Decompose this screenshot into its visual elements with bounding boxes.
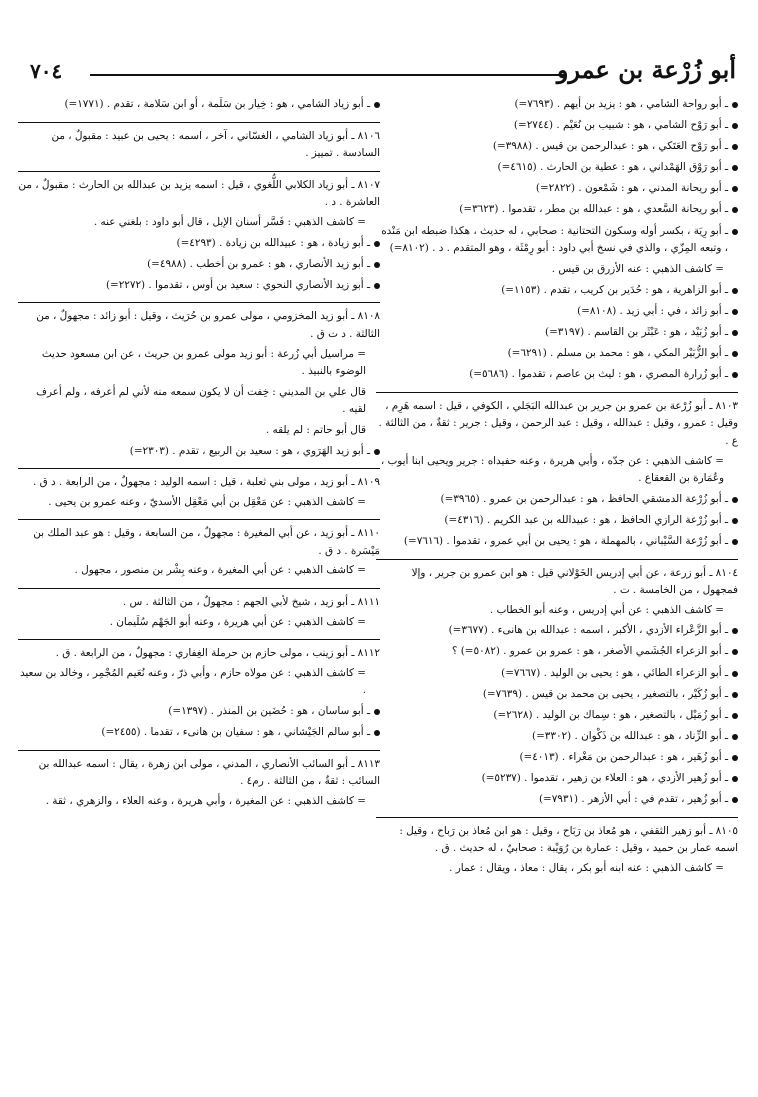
cross-reference-item: ـ أبو زيد الأنصاري النحوي : سعيد بن أوس ، تقدموا . (٢٢٧٢=) (18, 277, 380, 295)
biography-entry: ٨١١١ ـ أبو زيد ، شيخ لأبي الجهم : مجهولٌ ، من الثالثة . س . (18, 588, 380, 612)
cross-reference-item: ـ أبو الزعراء الجُشَمي الأصغر ، هو : عمرو بن عمرو . (٥٠٨٢=) ؟ (376, 643, 738, 661)
cross-reference-item: ـ أبو الزاهرية ، هو : حُدَير بن كريب ، تقدم . (١١٥٣=) (376, 282, 738, 300)
cross-reference-item: ـ أبو رَوْح الشامي ، هو : شبيب بن نُعَيْم . (٢٧٤٤=) (376, 117, 738, 135)
cross-reference-item: ـ أبو رِيَة ، بكسر أوله وسكون التحتانية : صحابي ، له حديث ، هكذا ضبطه ابن مَنْده ، وتبعه المِزّي ، والذي في نسخ أبي داود : أبو رِمْثَة ، وهو المتقدم . د . (٨١٠٢=) (376, 223, 738, 258)
commentary-note: = كاشف الذهبي : عن أبي إدريس ، وعنه أبو الخطاب . (489, 603, 724, 616)
cross-reference-item: ـ أبو ريحانة السَّعدي ، هو : عبدالله بن مطر ، تقدموا . (٣٦٢٣=) (376, 201, 738, 219)
cross-reference-item: ـ أبو رَوْح العَتَكي ، هو : عبدالرحمن بن قيس . (٣٩٨٨=) (376, 138, 738, 156)
commentary-note: قال علي بن المديني : خِفت أن لا يكون سمعه منه لأني لم أعرفه ، ولم أعرف لقيه . (36, 385, 366, 416)
right-column (376, 96, 738, 880)
commentary-note: = كاشف الذهبي : فَسَّر أسنان الإبل ، قال أبو داود : بلغني عنه . (93, 215, 366, 228)
cross-reference-item: ـ أبو زُبَيْد ، هو : عَبْثَر بن القاسم . (٣١٩٧=) (376, 324, 738, 342)
biography-entry: ٨١١٢ ـ أبو زينب ، مولى حازم بن حرملة الغِفاري : مجهولٌ ، من الرابعة . ق . (18, 639, 380, 663)
cross-reference-item: ـ أبو زُهير الأزدي ، هو : العلاء بن زهير ، تقدموا . (٥٢٣٧=) (376, 770, 738, 788)
cross-reference-item: ـ أبو زُهير ، تقدم في : أبي الأزهر . (٧٩٣١=) (376, 791, 738, 809)
cross-reference-item: ـ أبو رَوْق الهَمْداني ، هو : عطية بن الحارث . (٤٦١٥=) (376, 159, 738, 177)
cross-reference-item: ـ أبو زُرْعة الدمشقي الحافظ ، هو : عبدالرحمن بن عمرو . (٣٩٦٥=) (376, 491, 738, 509)
commentary-note: = مراسيل أبي زُرعة : أبو زيد مولى عمرو بن حريث ، عن ابن مسعود حديث الوضوء بالنبيذ . (41, 347, 366, 378)
page-header (30, 52, 736, 92)
cross-reference-item: ـ أبو رواحة الشامي ، هو : يزيد بن أيهم . (٧٦٩٣=) (376, 96, 738, 114)
page-number: ٧٠٤ (30, 59, 63, 83)
cross-reference-item: ـ أبو زُمَيْل ، بالتصغير ، هو : سِماك بن الوليد . (٢٦٢٨=) (376, 707, 738, 725)
cross-reference-item: ـ أبو الزِّناد ، هو : عبدالله بن ذَكْوان . (٣٣٠٢=) (376, 728, 738, 746)
commentary-note: = كاشف الذهبي : عن أبي هريرة ، وعنه أبو الجَهْم سُلَيمان . (109, 615, 366, 628)
biography-entry: ٨١٠٧ ـ أبو زياد الكلابي اللُّغوي ، قيل : اسمه يزيد بن عبدالله بن الحارث : مقبولٌ ، من العاشرة . د . (18, 171, 380, 212)
biography-entry: ٨١٠٨ ـ أبو زيد المخزومي ، مولى عمرو بن حُرَيث ، وقيل : أبو زائد : مجهولٌ ، من الثالثة . د ت ق . (18, 302, 380, 343)
left-column (18, 96, 380, 814)
biography-entry: ٨١٠٥ ـ أبو زهير الثقفي ، هو مُعاذ بن رَبَاح ، وقيل : هو ابن مُعاذ بن رَباح ، وقيل : اسمه عمار بن حميد ، وقيل : عمارة بن رُوَيْبة : صحابيٌ ، له حديث . ق . (376, 817, 738, 858)
commentary-note: = كاشف الذهبي : عن جدّه ، وأبي هريرة ، وعنه حفيداه : جرير ويحيى ابنا أيوب ، وعُمَارة بن القعقاع . (380, 454, 724, 485)
header-rule (90, 74, 564, 76)
biography-entry: ٨١٠٩ ـ أبو زيد ، مولى بني ثعلبة ، قيل : اسمه الوليد : مجهولٌ ، من الرابعة . د ق . (18, 468, 380, 492)
biography-entry: ٨١١٠ ـ أبو زيد ، عن أبي المغيرة : مجهولٌ ، من السابعة ، وقيل : هو عبد الملك بن مَيْسَرة . د ق . (18, 519, 380, 560)
commentary-note: = كاشف الذهبي : عن مَعْقِل بن أبي مَعْقِل الأسديّ ، وعنه عمرو بن يحيى . (48, 495, 366, 508)
commentary-note: قال أبو حاتم : لم يلقه . (265, 423, 366, 436)
cross-reference-item: ـ أبو زياد الشامي ، هو : خِيار بن سَلَمة ، أو ابن سَلامة ، تقدم . (١٧٧١=) (18, 96, 380, 114)
cross-reference-item: ـ أبو الزعراء الطائي ، هو : يحيى بن الوليد . (٧٦٦٧=) (376, 665, 738, 683)
commentary-note: = كاشف الذهبي : عن مولاه حازم ، وأبي ذرّ ، وعنه نُعَيم المُجْمِر ، وخالد بن سعيد . (19, 666, 366, 697)
commentary-note: = كاشف الذهبي : عنه الأزرق بن قيس . (551, 263, 724, 276)
cross-reference-item: ـ أبو الزَّعْراء الأزدي ، الأكبر ، اسمه : عبدالله بن هانىء . (٣٦٧٧=) (376, 622, 738, 640)
cross-reference-item: ـ أبو ريحانة المدني ، هو : شَمْعون . (٢٨٢٢=) (376, 180, 738, 198)
cross-reference-item: ـ أبو زُرْعة الرازي الحافظ ، هو : عبيدالله بن عبد الكريم . (٤٣١٦=) (376, 512, 738, 530)
cross-reference-item: ـ أبو الزُّبَيْر المكي ، هو : محمد بن مسلم . (٦٢٩١=) (376, 345, 738, 363)
cross-reference-item: ـ أبو زُكَيْر ، بالتصغير ، يحيى بن محمد بن قيس . (٧٦٣٩=) (376, 686, 738, 704)
cross-reference-item: ـ أبو زُرْعة السَّيْباني ، بالمهملة ، هو : يحيى بن أبي عمرو ، تقدموا . (٧٦١٦=) (376, 533, 738, 551)
commentary-note: = كاشف الذهبي : عنه ابنه أبو بكر ، يقال : معاذ ، ويقال : عمار . (449, 861, 724, 874)
commentary-note: = كاشف الذهبي : عن أبي المغيرة ، وعنه بِشْر بن منصور ، مجهول . (74, 564, 366, 577)
cross-reference-item: ـ أبو زيادة ، هو : عبيدالله بن زيادة . (٤٢٩٣=) (18, 235, 380, 253)
cross-reference-item: ـ أبو زيد الهَرَوي ، هو : سعيد بن الربيع ، تقدم . (٢٣٠٣=) (18, 443, 380, 461)
cross-reference-item: ـ أبو ساسان ، هو : حُضَين بن المنذر . (١٣٩٧=) (18, 703, 380, 721)
biography-entry: ٨١٠٦ ـ أبو زياد الشامي ، الغسّاني ، آخر ، اسمه : يحيى بن عبيد : مقبولٌ ، من السادسة . تمييز . (18, 122, 380, 163)
cross-reference-item: ـ أبو زُهَير ، هو : عبدالرحمن بن مَغْراء . (٤٠١٣=) (376, 749, 738, 767)
cross-reference-item: ـ أبو زُرارة المصري ، هو : ليث بن عاصم ، تقدموا . (٥٦٨٦=) (376, 366, 738, 384)
biography-entry: ٨١٠٤ ـ أبو زرعة ، عن أبي إدريس الخَوْلاني قيل : هو ابن عمرو بن جرير ، وإلا فمجهول ، من الخامسة . ت . (376, 559, 738, 600)
biography-entry: ٨١٠٣ ـ أبو زُرْعة بن عمرو بن جرير بن عبدالله البَجَلي ، الكوفي ، قيل : اسمه هَرِم ، وقيل : عمرو ، وقيل : عبدالله ، وقيل : عبد الرحمن ، وقيل : جرير : ثقةٌ ، من الثالثة . ع . (376, 392, 738, 451)
commentary-note: = كاشف الذهبي : عن المغيرة ، وأبي هريرة ، وعنه العلاء ، والزهري ، ثقة . (45, 794, 366, 807)
cross-reference-item: ـ أبو سالم الجَيْشاني ، هو : سفيان بن هانىء ، تقدما . (٢٤٥٥=) (18, 724, 380, 742)
biography-entry: ٨١١٣ ـ أبو السائب الأنصاري ، المدني ، مولى ابن زهرة ، يقال : اسمه عبدالله بن السائب : ثقةٌ ، من الثالثة . رم٤ . (18, 750, 380, 791)
cross-reference-item: ـ أبو زيد الأنصاري ، هو : عمرو بن أخطب . (٤٩٨٨=) (18, 256, 380, 274)
cross-reference-item: ـ أبو زائد ، في : أبي زيد . (٨١٠٨=) (376, 303, 738, 321)
running-title: أبو زُرْعة بن عمرو (556, 55, 736, 84)
